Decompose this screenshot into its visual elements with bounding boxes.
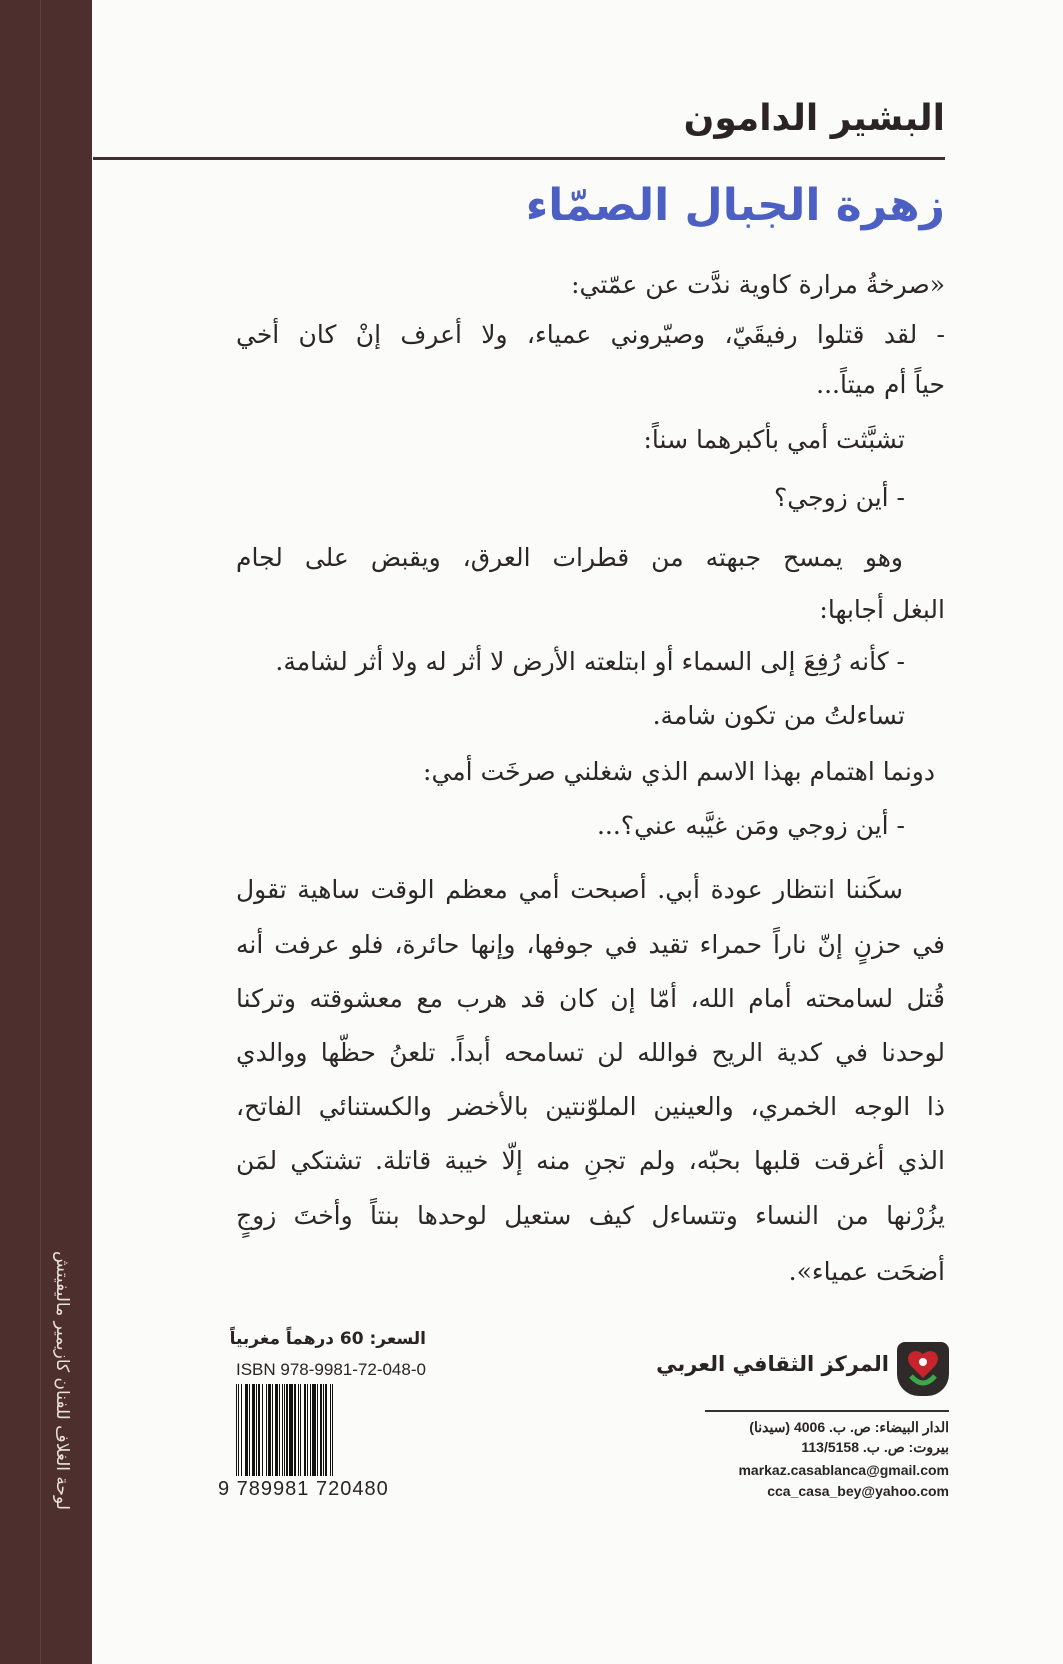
publisher-email: cca_casa_bey@yahoo.com — [767, 1483, 949, 1499]
blurb-line: البغل أجابها: — [819, 595, 945, 624]
book-spine — [0, 0, 92, 1664]
publisher-address-casablanca: الدار البيضاء: ص. ب. 4006 (سيدنا) — [749, 1419, 949, 1435]
blurb-line: - أين زوجي؟ — [774, 483, 905, 512]
blurb-line: - أين زوجي ومَن غيَّبه عني؟... — [596, 811, 905, 840]
publisher-divider — [705, 1410, 949, 1412]
blurb-line: الذي أغرقت قلبها بحبّه، ولم تجنِ منه إلّا خيبة قاتلة. تشتكي لمَن — [236, 1146, 945, 1175]
isbn: ISBN 978-9981-72-048-0 — [236, 1360, 426, 1379]
book-title: زهرة الجبال الصمّاء — [525, 180, 945, 231]
blurb-line: في حزنٍ إنّ ناراً حمراء تقيد في جوفها، وإنها حائرة، فلو عرفت أنه — [236, 930, 945, 959]
header-divider — [93, 157, 945, 160]
blurb-line: وهو يمسح جبهته من قطرات العرق، ويقبض على لجام — [236, 543, 903, 572]
blurb-line: - لقد قتلوا رفيقَيّ، وصيّروني عمياء، ولا أعرف إنْ كان أخي — [236, 320, 945, 349]
publisher-name: المركز الثقافي العربي — [656, 1352, 889, 1376]
barcode — [236, 1384, 426, 1476]
blurb-line: أضحَت عمياء». — [788, 1257, 945, 1286]
blurb-line: يزُرْنها من النساء وتتساءل كيف ستعيل لوحدها بنتاً وأختَ زوجٍ — [236, 1201, 945, 1230]
cover-art-credit: لوحة الغلاف للفنان كازيمير ماليفيتش — [52, 1251, 72, 1510]
barcode-number: 9 789981 720480 — [218, 1478, 389, 1500]
publisher-address-beirut: بيروت: ص. ب. 113/5158 — [801, 1439, 949, 1455]
blurb-line: تشبَّثت أمي بأكبرهما سناً: — [643, 425, 905, 454]
blurb-line: تساءلتُ من تكون شامة. — [652, 701, 905, 730]
barcode-bar — [333, 1384, 334, 1476]
blurb-line: سكَننا انتظار عودة أبي. أصبحت أمي معظم الوقت ساهية تقول — [236, 875, 903, 904]
price: السعر: 60 درهماً مغربياً — [229, 1329, 426, 1349]
blurb-line: دونما اهتمام بهذا الاسم الذي شغلني صرخَت أمي: — [423, 757, 935, 786]
spine-divider — [40, 0, 41, 1664]
publisher-logo-icon — [897, 1342, 949, 1396]
author-name: البشير الدامون — [683, 98, 945, 139]
blurb-line: لوحدنا في كدية الريح فوالله لن تسامحه أبداً. تلعنُ حظّها ووالدي — [236, 1038, 945, 1067]
blurb-line: قُتل لسامحته أمام الله، أمّا إن كان قد هرب مع معشوقته وتركنا — [236, 984, 945, 1013]
blurb-line: - كأنه رُفِعَ إلى السماء أو ابتلعته الأرض لا أثر له ولا أثر لشامة. — [275, 647, 905, 676]
blurb-line: حياً أم ميتاً... — [816, 370, 945, 399]
publisher-email: markaz.casablanca@gmail.com — [738, 1462, 949, 1478]
blurb-line: «صرخةُ مرارة كاوية ندَّت عن عمّتي: — [571, 270, 945, 299]
blurb-line: ذا الوجه الخمري، والعينين الملوّنتين بالأخضر والكستنائي الفاتح، — [236, 1092, 946, 1121]
